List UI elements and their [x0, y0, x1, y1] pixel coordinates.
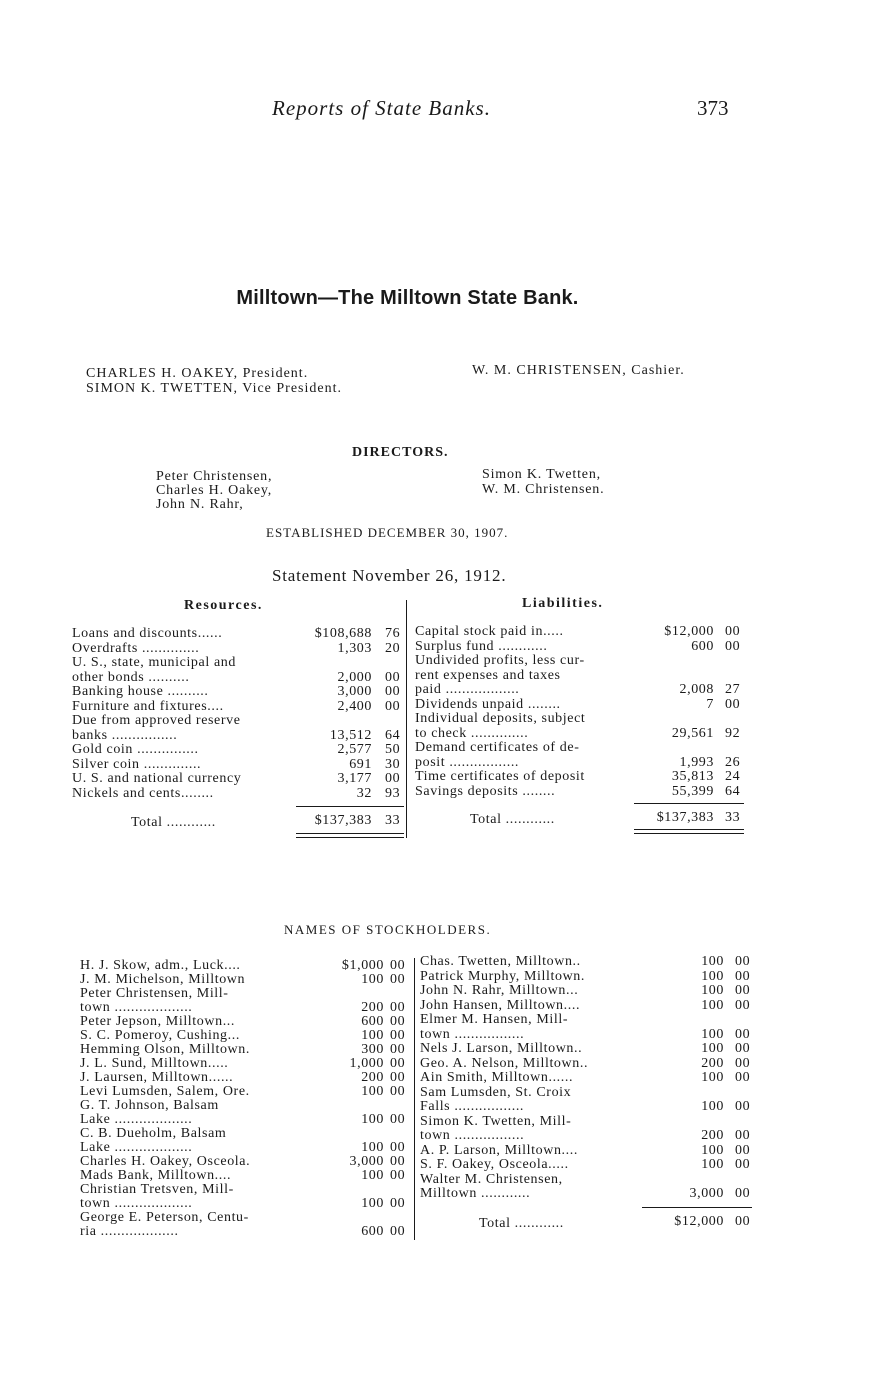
stockholder-row-cents: 00	[735, 1142, 751, 1158]
stockholder-row-dollars: 100	[701, 968, 724, 984]
stockholder-row-cents: 00	[390, 1084, 406, 1099]
resource-row-cents: 00	[385, 669, 401, 685]
liability-row-label: Individual deposits, subject	[415, 711, 586, 726]
bank-title: Milltown—The Milltown State Bank.	[236, 287, 579, 309]
stockholder-row-label: Simon K. Twetten, Mill-	[420, 1113, 572, 1129]
stockholder-row-label: Christian Tretsven, Mill-	[80, 1182, 234, 1197]
resource-row-dollars: 3,000	[337, 684, 372, 699]
stockholder-row-label: Ain Smith, Milltown......	[420, 1070, 574, 1085]
stockholder-row-label: C. B. Dueholm, Balsam	[80, 1126, 227, 1141]
resource-row-label: Silver coin ..............	[72, 756, 202, 772]
stockholder-row-label: Charles H. Oakey, Osceola.	[80, 1154, 251, 1169]
resource-row-dollars: $108,688	[314, 626, 372, 641]
stockholders-heading: NAMES OF STOCKHOLDERS.	[284, 922, 492, 937]
stockholder-row-cents: 00	[735, 1128, 751, 1143]
resource-row-label: Gold coin ...............	[72, 742, 199, 757]
liabilities-total-cents: 33	[725, 810, 741, 825]
stockholder-row-dollars: 100	[701, 1070, 724, 1085]
liability-row-label: Capital stock paid in.....	[415, 624, 564, 639]
stockholder-row-cents: 00	[390, 1196, 406, 1211]
liability-row-cents: 26	[725, 754, 741, 770]
resource-row-label: Overdrafts ..............	[72, 640, 200, 656]
resource-row-cents: 76	[385, 626, 401, 641]
stockholder-row-label: Hemming Olson, Milltown.	[80, 1042, 250, 1057]
liabilities-total-label: Total ............	[470, 812, 555, 827]
stockholder-row-dollars: 100	[701, 983, 724, 998]
stockholder-row-dollars: 100	[361, 1140, 384, 1155]
liability-row-dollars: 2,008	[679, 682, 714, 697]
resource-row-cents: 00	[385, 684, 401, 699]
liability-row-dollars: $12,000	[664, 624, 714, 639]
stockholder-row-label: Levi Lumsden, Salem, Ore.	[80, 1084, 250, 1099]
stockholder-row-dollars: 200	[361, 1000, 384, 1015]
liabilities-total-dollars: $137,383	[656, 810, 714, 825]
stockholder-row-cents: 00	[735, 1055, 751, 1071]
liability-row-cents: 00	[725, 624, 741, 639]
liability-row-label: to check ..............	[415, 725, 529, 741]
stockholder-row-cents: 00	[390, 1168, 406, 1183]
stockholder-row-label: Peter Christensen, Mill-	[80, 986, 229, 1001]
resource-row-cents: 20	[385, 640, 401, 656]
liability-row-cents: 92	[725, 725, 741, 741]
stockholder-row-label: John N. Rahr, Milltown...	[420, 983, 579, 998]
liability-row-label: Demand certificates of de-	[415, 740, 580, 755]
resource-row-cents: 93	[385, 785, 401, 801]
stockholder-row-dollars: 200	[361, 1070, 384, 1085]
resource-row-cents: 00	[385, 771, 401, 786]
stockholder-row-cents: 00	[390, 1070, 406, 1085]
liability-row-label: rent expenses and taxes	[415, 667, 561, 683]
resource-row-dollars: 13,512	[329, 727, 372, 743]
stockholder-row-label: Chas. Twetten, Milltown..	[420, 954, 581, 969]
liability-row-dollars: 600	[691, 638, 714, 654]
stockholder-row-label: Milltown ............	[420, 1186, 531, 1201]
stockholder-row-dollars: 600	[361, 1014, 384, 1029]
liability-row-dollars: 29,561	[671, 725, 714, 741]
resource-row-label: U. S., state, municipal and	[72, 655, 236, 670]
resource-row-dollars: 691	[349, 756, 372, 772]
directors-heading: DIRECTORS.	[352, 445, 449, 460]
stockholder-row-label: Sam Lumsden, St. Croix	[420, 1084, 572, 1100]
director-name: W. M. Christensen.	[482, 482, 605, 497]
stockholder-row-label: George E. Peterson, Centu-	[80, 1210, 249, 1225]
vice-president: SIMON K. TWETTEN, Vice President.	[86, 381, 342, 396]
stockholder-row-label: town ...................	[80, 1000, 193, 1015]
stockholder-row-dollars: 3,000	[689, 1186, 724, 1201]
liability-row-cents: 24	[725, 769, 741, 784]
resource-row-label: Furniture and fixtures....	[72, 698, 224, 714]
stockholder-row-dollars: 100	[701, 1142, 724, 1158]
stockholder-row-dollars: 100	[361, 1112, 384, 1127]
resource-row-dollars: 2,577	[337, 742, 372, 757]
stockholders-total-cents: 00	[735, 1214, 751, 1229]
resource-row-cents: 00	[385, 698, 401, 714]
stockholder-row-label: Patrick Murphy, Milltown.	[420, 968, 585, 984]
stockholder-row-cents: 00	[735, 1041, 751, 1056]
liability-row-label: posit .................	[415, 754, 520, 770]
double-rule	[634, 829, 744, 830]
resource-row-dollars: 2,000	[337, 669, 372, 685]
resource-row-label: Nickels and cents........	[72, 785, 214, 801]
stockholder-row-label: G. T. Johnson, Balsam	[80, 1098, 219, 1113]
stockholder-row-dollars: 100	[361, 1196, 384, 1211]
running-title: Reports of State Banks.	[272, 96, 491, 120]
resource-row-label: banks ................	[72, 727, 178, 743]
liability-row-dollars: 1,993	[679, 754, 714, 770]
stockholder-row-cents: 00	[735, 983, 751, 998]
resource-row-dollars: 2,400	[337, 698, 372, 714]
resource-row-label: other bonds ..........	[72, 669, 190, 685]
president: CHARLES H. OAKEY, President.	[86, 366, 309, 381]
liability-row-label: Savings deposits ........	[415, 783, 556, 799]
stockholder-row-label: Walter M. Christensen,	[420, 1171, 563, 1187]
stockholder-row-dollars: 100	[701, 1026, 724, 1042]
liability-row-cents: 27	[725, 682, 741, 697]
stockholder-row-label: Nels J. Larson, Milltown..	[420, 1041, 583, 1056]
stockholders-total-label: Total ............	[479, 1216, 564, 1231]
liabilities-heading: Liabilities.	[522, 596, 604, 611]
stockholder-row-cents: 00	[390, 1224, 406, 1239]
total-rule	[642, 1207, 752, 1208]
resource-row-label: U. S. and national currency	[72, 771, 242, 786]
stockholder-row-cents: 00	[735, 1070, 751, 1085]
stockholder-row-label: ria ...................	[80, 1224, 179, 1239]
stockholder-row-cents: 00	[735, 997, 751, 1013]
resource-row-dollars: 32	[356, 785, 372, 801]
stockholder-row-dollars: 200	[701, 1055, 724, 1071]
stockholder-row-dollars: 100	[361, 1028, 384, 1043]
double-rule	[296, 833, 404, 834]
director-name: Simon K. Twetten,	[482, 467, 601, 482]
stockholder-row-label: town ...................	[80, 1196, 193, 1211]
liability-row-label: paid ..................	[415, 682, 520, 697]
stockholders-divider	[414, 958, 415, 1240]
stockholder-row-dollars: 100	[701, 1099, 724, 1114]
stockholder-row-dollars: 100	[701, 1157, 724, 1172]
liability-row-label: Surplus fund ............	[415, 638, 548, 654]
liability-row-label: Time certificates of deposit	[415, 769, 585, 784]
resources-total-dollars: $137,383	[314, 813, 372, 828]
stockholder-row-label: Lake ...................	[80, 1112, 193, 1127]
stockholder-row-dollars: 300	[361, 1042, 384, 1057]
stockholder-row-label: A. P. Larson, Milltown....	[420, 1142, 578, 1158]
resource-row-cents: 30	[385, 756, 401, 772]
statement-title: Statement November 26, 1912.	[272, 566, 507, 585]
stockholder-row-label: town .................	[420, 1026, 525, 1042]
liability-row-label: Undivided profits, less cur-	[415, 653, 585, 668]
stockholder-row-label: S. F. Oakey, Osceola.....	[420, 1157, 569, 1172]
resources-heading: Resources.	[184, 598, 263, 613]
resource-row-cents: 64	[385, 727, 401, 743]
stockholder-row-label: John Hansen, Milltown....	[420, 997, 581, 1013]
resource-row-label: Due from approved reserve	[72, 713, 241, 728]
total-rule	[634, 803, 744, 804]
resource-row-dollars: 1,303	[337, 640, 372, 656]
stockholder-row-cents: 00	[390, 1140, 406, 1155]
stockholder-row-cents: 00	[735, 1099, 751, 1114]
stockholder-row-dollars: $1,000	[341, 958, 384, 973]
stockholder-row-cents: 00	[390, 1042, 406, 1057]
director-name: Charles H. Oakey,	[156, 483, 273, 498]
director-name: John N. Rahr,	[156, 497, 244, 512]
resources-total-label: Total ............	[131, 815, 216, 830]
stockholder-row-label: J. Laursen, Milltown......	[80, 1070, 234, 1085]
page-number: 373	[697, 96, 729, 120]
stockholder-row-label: S. C. Pomeroy, Cushing...	[80, 1028, 240, 1043]
stockholder-row-label: J. M. Michelson, Milltown	[80, 972, 246, 987]
stockholder-row-cents: 00	[390, 958, 406, 973]
stockholder-row-dollars: 100	[361, 1168, 384, 1183]
resource-row-label: Loans and discounts......	[72, 626, 223, 641]
stockholder-row-cents: 00	[735, 968, 751, 984]
resource-row-label: Banking house ..........	[72, 684, 209, 699]
stockholder-row-dollars: 100	[361, 972, 384, 987]
stockholder-row-cents: 00	[735, 1186, 751, 1201]
resource-row-cents: 50	[385, 742, 401, 757]
stockholder-row-dollars: 1,000	[349, 1056, 384, 1071]
stockholder-row-label: Lake ...................	[80, 1140, 193, 1155]
stockholder-row-cents: 00	[390, 1028, 406, 1043]
established-date: ESTABLISHED DECEMBER 30, 1907.	[266, 525, 509, 540]
stockholder-row-label: H. J. Skow, adm., Luck....	[80, 958, 241, 973]
liability-row-label: Dividends unpaid ........	[415, 696, 561, 712]
stockholder-row-dollars: 600	[361, 1224, 384, 1239]
liability-row-dollars: 7	[706, 696, 714, 712]
stockholder-row-cents: 00	[390, 1014, 406, 1029]
stockholder-row-dollars: 100	[361, 1084, 384, 1099]
stockholder-row-cents: 00	[735, 1026, 751, 1042]
cashier: W. M. CHRISTENSEN, Cashier.	[472, 363, 685, 378]
stockholder-row-cents: 00	[390, 1154, 406, 1169]
stockholder-row-label: town .................	[420, 1128, 525, 1143]
stockholder-row-cents: 00	[735, 954, 751, 969]
resource-row-dollars: 3,177	[337, 771, 372, 786]
stockholder-row-cents: 00	[735, 1157, 751, 1172]
stockholder-row-label: Elmer M. Hansen, Mill-	[420, 1012, 569, 1027]
liability-row-dollars: 35,813	[671, 769, 714, 784]
stockholder-row-dollars: 200	[701, 1128, 724, 1143]
stockholder-row-label: Geo. A. Nelson, Milltown..	[420, 1055, 589, 1071]
stockholder-row-dollars: 100	[701, 1041, 724, 1056]
liability-row-dollars: 55,399	[671, 783, 714, 799]
stockholder-row-cents: 00	[390, 1056, 406, 1071]
resources-total-cents: 33	[385, 813, 401, 828]
stockholder-row-cents: 00	[390, 1112, 406, 1127]
double-rule	[296, 837, 404, 838]
stockholder-row-cents: 00	[390, 972, 406, 987]
total-rule	[296, 806, 404, 807]
stockholder-row-label: Mads Bank, Milltown....	[80, 1168, 232, 1183]
stockholder-row-dollars: 100	[701, 954, 724, 969]
liability-row-cents: 00	[725, 696, 741, 712]
stockholders-total-dollars: $12,000	[674, 1214, 724, 1229]
liability-row-cents: 00	[725, 638, 741, 654]
stockholder-row-dollars: 3,000	[349, 1154, 384, 1169]
stockholder-row-label: Falls .................	[420, 1099, 525, 1114]
stockholder-row-dollars: 100	[701, 997, 724, 1013]
stockholder-row-cents: 00	[390, 1000, 406, 1015]
liability-row-cents: 64	[725, 783, 741, 799]
stockholder-row-label: Peter Jepson, Milltown...	[80, 1014, 235, 1029]
director-name: Peter Christensen,	[156, 469, 273, 484]
statement-divider	[406, 600, 407, 838]
stockholder-row-label: J. L. Sund, Milltown.....	[80, 1056, 229, 1071]
double-rule	[634, 833, 744, 834]
